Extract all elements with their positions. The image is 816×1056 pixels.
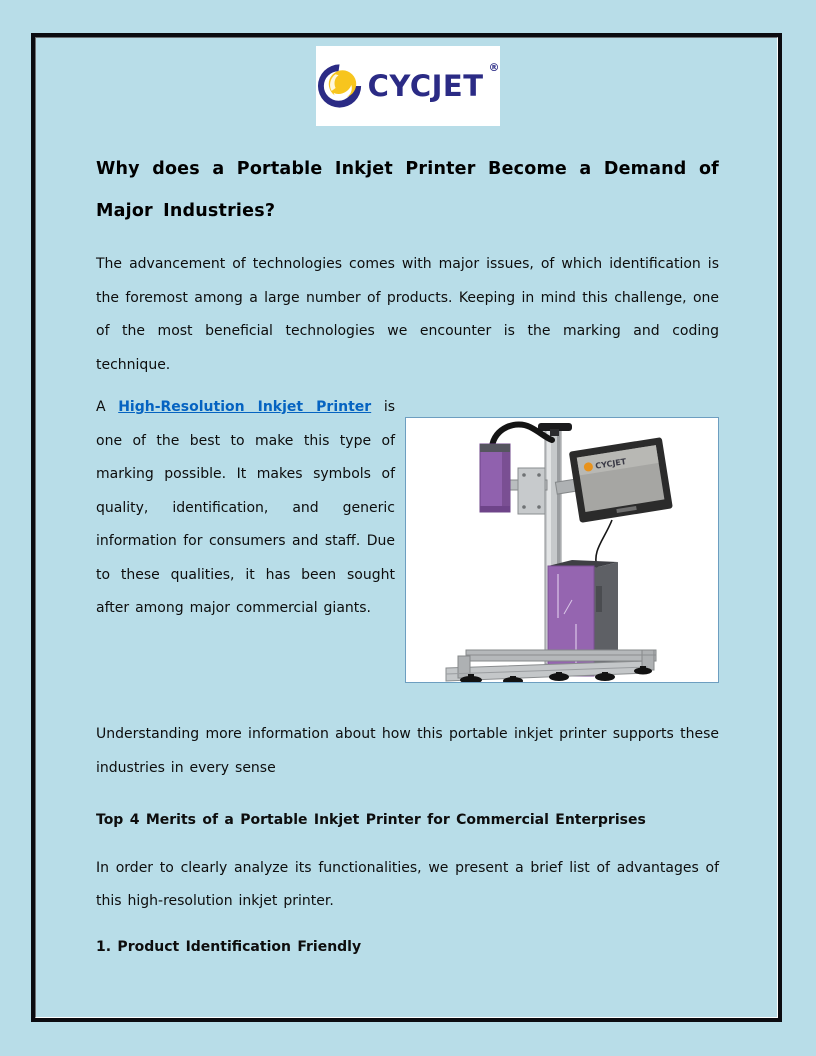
page-border-frame	[31, 33, 782, 1022]
merit-item-1: 1. Product Identification Friendly	[96, 938, 362, 955]
merits-intro-paragraph: In order to clearly analyze its functionalities, we present a brief list of advantages of this high-resolution inkjet printer.	[96, 859, 719, 909]
article-title: Why does a Portable Inkjet Printer Become a Demand of Major Industries?	[96, 159, 719, 221]
supporting-paragraph: Understanding more information about how this portable inkjet printer supports these industries in every sense	[96, 726, 719, 776]
screen-brand-text: CYCJET	[594, 457, 627, 471]
intro-paragraph: The advancement of technologies comes with major issues, of which identification is the foremost among a large number of products. Keeping in mind this challenge, one of the most beneficial technologies we encounter is the marking and coding technique.	[96, 256, 719, 373]
merits-heading: Top 4 Merits of a Portable Inkjet Printer for Commercial Enterprises	[96, 812, 646, 828]
cycjet-logo-text: CYCJET	[367, 68, 484, 103]
high-resolution-inkjet-printer-link[interactable]: High-Resolution Inkjet Printer	[118, 399, 372, 415]
body-paragraph-prefix: A	[96, 399, 106, 415]
print-head	[480, 444, 510, 512]
cycjet-logo	[316, 46, 500, 126]
cycjet-logo-icon	[316, 62, 363, 110]
page-border-inner-line	[35, 37, 778, 1018]
document-content	[37, 39, 776, 1016]
mounting-arm	[509, 468, 547, 514]
control-monitor	[551, 437, 673, 526]
registered-trademark-symbol: ®	[488, 61, 500, 74]
body-paragraph	[96, 391, 719, 626]
inkjet-printer-illustration	[406, 418, 718, 682]
product-image	[405, 417, 719, 683]
body-paragraph-suffix: is one of the best to make this type of marking possible. It makes symbols of quality, identification, and generic information for consumers and staff. Due to these qualities, it has been sought after among major commercial giants.	[96, 399, 395, 616]
